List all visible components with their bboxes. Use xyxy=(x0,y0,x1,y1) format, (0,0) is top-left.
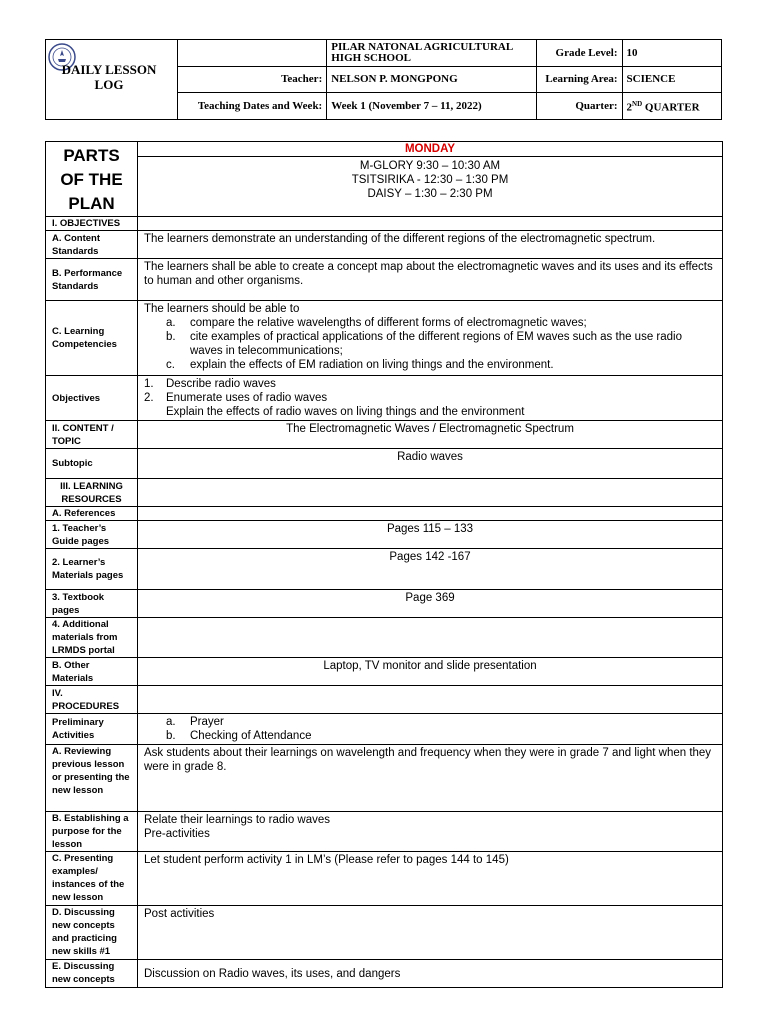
schedule-line: M-GLORY 9:30 – 10:30 AM xyxy=(359,160,501,172)
textbook-pages: Page 369 xyxy=(138,590,723,618)
purpose-line: Relate their learnings to radio waves xyxy=(144,814,331,826)
learners-materials-label: 2. Learner’s Materials pages xyxy=(46,549,138,590)
day-heading: MONDAY xyxy=(138,142,722,157)
list-item xyxy=(144,391,716,405)
learning-area-value: SCIENCE xyxy=(622,67,721,93)
performance-standards-text: The learners shall be able to create a concept map about the electromagnetic waves and its uses and its effects to human and other organisms. xyxy=(138,259,723,301)
subtopic-text: Radio waves xyxy=(138,449,723,479)
discussing-2-label: E. Discussing new concepts xyxy=(46,960,138,988)
day-schedule-cell xyxy=(138,142,723,217)
learning-area-label: Learning Area: xyxy=(537,67,622,93)
list-text: Describe radio waves xyxy=(166,378,276,390)
learning-resources-label: III. LEARNING RESOURCES xyxy=(46,479,138,507)
references-cell xyxy=(138,507,723,521)
teachers-guide-pages: Pages 115 – 133 xyxy=(138,521,723,549)
content-standards-text: The learners demonstrate an understanding of the different regions of the electromagnetic spectrum. xyxy=(138,231,723,259)
content-standards-label: A. Content Standards xyxy=(46,231,138,259)
list-item xyxy=(144,358,716,372)
list-item xyxy=(144,729,716,743)
quarter-word: QUARTER xyxy=(642,101,700,114)
list-marker: a. xyxy=(166,317,176,329)
teachers-guide-label: 1. Teacher’s Guide pages xyxy=(46,521,138,549)
teaching-dates-label: Teaching Dates and Week: xyxy=(177,93,327,120)
list-text: cite examples of practical applications of the different regions of EM waves such as the use radio waves in telecommunications; xyxy=(190,331,682,357)
other-materials-label: B. Other Materials xyxy=(46,658,138,686)
purpose-label: B. Establishing a purpose for the lesson xyxy=(46,812,138,852)
references-label: A. References xyxy=(46,507,138,521)
list-marker: a. xyxy=(166,716,176,728)
list-marker: b. xyxy=(166,730,176,742)
learning-competencies-label: C. Learning Competencies xyxy=(46,301,138,376)
list-marker: c. xyxy=(166,359,175,371)
competencies-intro: The learners should be able to xyxy=(144,303,300,315)
other-materials-text: Laptop, TV monitor and slide presentation xyxy=(138,658,723,686)
school-label-cell xyxy=(177,40,327,67)
performance-standards-label: B. Performance Standards xyxy=(46,259,138,301)
grade-level-value: 10 xyxy=(622,40,721,67)
reviewing-label: A. Reviewing previous lesson or presenting the new lesson xyxy=(46,745,138,812)
list-text: Enumerate uses of radio waves xyxy=(166,392,328,404)
content-topic-text: The Electromagnetic Waves / Electromagnetic Spectrum xyxy=(138,421,723,449)
discussing-1-text: Post activities xyxy=(138,906,723,960)
quarter-number: 2 xyxy=(626,101,633,114)
preliminary-label: Preliminary Activities xyxy=(46,714,138,745)
list-text: explain the effects of EM radiation on living things and the environment. xyxy=(190,359,554,371)
list-marker: 1. xyxy=(144,378,154,390)
subtopic-label: Subtopic xyxy=(46,449,138,479)
list-item xyxy=(144,377,716,391)
school-name: PILAR NATONAL AGRICULTURAL HIGH SCHOOL xyxy=(327,40,537,67)
objectives-section-cell xyxy=(138,217,723,231)
page-title: DAILY LESSON LOG xyxy=(61,62,157,92)
lrmds-label: 4. Additional materials from LRMDS portal xyxy=(46,618,138,658)
reviewing-text: Ask students about their learnings on wavelength and frequency when they were in grade 7 and light when they were in grade 8. xyxy=(138,745,723,812)
list-item xyxy=(144,316,716,330)
header-title-cell xyxy=(46,40,178,120)
list-text: compare the relative wavelengths of different forms of electromagnetic waves; xyxy=(190,317,587,329)
teacher-name: NELSON P. MONGPONG xyxy=(327,67,537,93)
learners-materials-pages: Pages 142 -167 xyxy=(138,549,723,590)
list-marker: b. xyxy=(166,331,176,343)
preliminary-cell xyxy=(138,714,723,745)
list-item xyxy=(144,715,716,729)
list-item xyxy=(144,330,716,358)
discussing-2-text: Discussion on Radio waves, its uses, and dangers xyxy=(138,960,723,988)
textbook-label: 3. Textbook pages xyxy=(46,590,138,618)
presenting-examples-label: C. Presenting examples/ instances of the new lesson xyxy=(46,852,138,906)
objectives-section-label: I. OBJECTIVES xyxy=(46,217,138,231)
schedule-line: TSITSIRIKA - 12:30 – 1:30 PM xyxy=(351,174,509,186)
learning-competencies-cell xyxy=(138,301,723,376)
purpose-line: Pre-activities xyxy=(144,828,210,840)
schedule-line: DAISY – 1:30 – 2:30 PM xyxy=(367,188,493,200)
procedures-cell xyxy=(138,686,723,714)
discussing-1-label: D. Discussing new concepts and practicing new skills #1 xyxy=(46,906,138,960)
learning-resources-cell xyxy=(138,479,723,507)
teacher-label: Teacher: xyxy=(177,67,327,93)
grade-level-label: Grade Level: xyxy=(537,40,622,67)
objectives-label: Objectives xyxy=(46,376,138,421)
content-topic-label: II. CONTENT / TOPIC xyxy=(46,421,138,449)
purpose-cell xyxy=(138,812,723,852)
list-marker: 2. xyxy=(144,392,154,404)
header-table xyxy=(45,39,722,120)
quarter-value xyxy=(622,93,721,120)
list-text: Checking of Attendance xyxy=(190,730,312,742)
procedures-label: IV. PROCEDURES xyxy=(46,686,138,714)
teaching-dates-value: Week 1 (November 7 – 11, 2022) xyxy=(327,93,537,120)
quarter-suffix: ND xyxy=(632,99,643,108)
list-text: Prayer xyxy=(190,716,224,728)
objectives-cell xyxy=(138,376,723,421)
parts-of-plan-heading: PARTS OF THE PLAN xyxy=(46,142,138,217)
lrmds-cell xyxy=(138,618,723,658)
lesson-plan-table xyxy=(45,141,723,988)
presenting-examples-text: Let student perform activity 1 in LM’s (Please refer to pages 144 to 145) xyxy=(138,852,723,906)
quarter-label: Quarter: xyxy=(537,93,622,120)
objectives-extra: Explain the effects of radio waves on living things and the environment xyxy=(166,406,525,418)
